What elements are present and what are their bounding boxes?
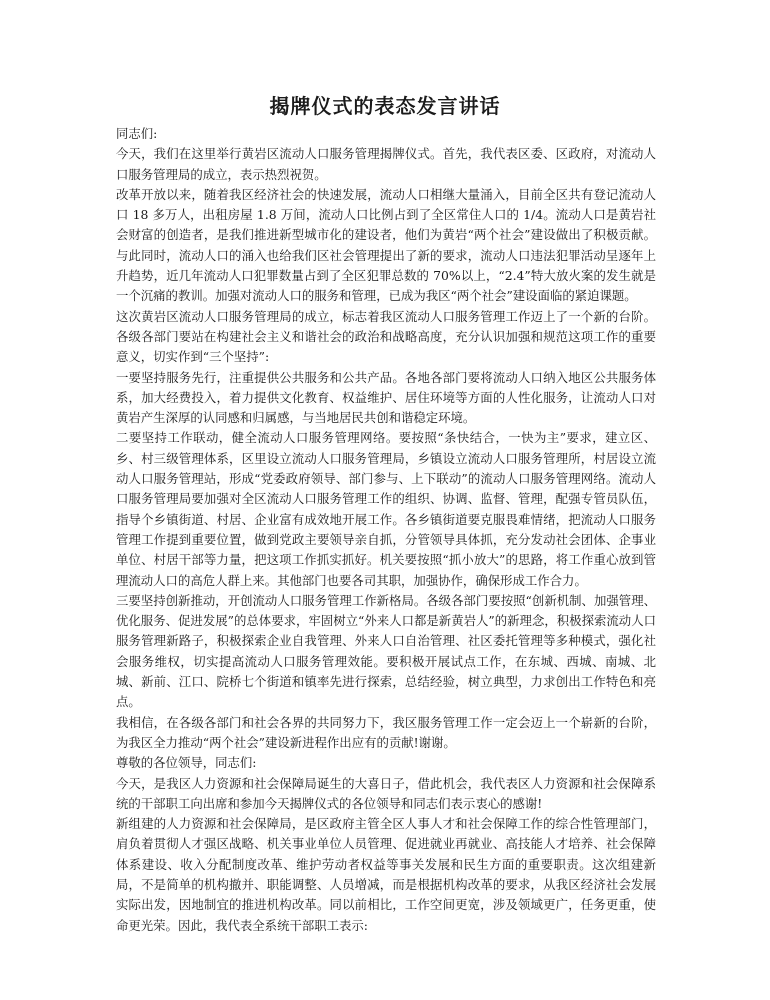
salutation: 尊敬的各位领导，同志们:	[116, 755, 257, 771]
document-body	[116, 124, 656, 936]
paragraph: 改革开放以来，随着我区经济社会的快速发展，流动人口相继大量涌入，目前全区共有登记流动人口 18 多万人，出租房屋 1.8 万间，流动人口比例占到了全区常住人口的 1/4。流动人口是黄岩社会财富的创造者，是我们推进新型城市化的建设者，他们为黄岩“两个社会”建设做出了积极贡献。与此同时，流动人口的涌入也给我们区社会管理提出了新的要求，流动人口违法犯罪活动呈逐年上升趋势，近几年流动人口犯罪数量占到了全区犯罪总数的 70%以上，“2.4”特大放火案的发生就是一个沉痛的教训。加强对流动人口的服务和管理，已成为我区“两个社会”建设面临的紧迫课题。	[116, 186, 656, 304]
paragraph: 这次黄岩区流动人口服务管理局的成立，标志着我区流动人口服务管理工作迈上了一个新的台阶。各级各部门要站在构建社会主义和谐社会的政治和战略高度，充分认识加强和规范这项工作的重要意义，切实作到“三个坚持”:	[116, 308, 656, 365]
paragraph: 我相信，在各级各部门和社会各界的共同努力下，我区服务管理工作一定会迈上一个崭新的台阶，为我区全力推动“两个社会”建设新进程作出应有的贡献!谢谢。	[116, 714, 656, 750]
page-title: 揭牌仪式的表态发言讲话	[269, 94, 501, 118]
paragraph: 三要坚持创新推动，开创流动人口服务管理工作新格局。各级各部门要按照“创新机制、加强管理、优化服务、促进发展”的总体要求，牢固树立“外来人口都是新黄岩人”的新理念，积极探索流动人口服务管理新路子，积极探索企业自我管理、外来人口自治管理、社区委托管理等多种模式，强化社会服务维权，切实提高流动人口服务管理效能。要积极开展试点工作，在东城、西城、南城、北城、新前、江口、院桥七个街道和镇率先进行探索，总结经验，树立典型，力求创出工作特色和亮点。	[116, 592, 656, 710]
paragraph: 二要坚持工作联动，健全流动人口服务管理网络。要按照“条快结合，一快为主”要求，建立区、乡、村三级管理体系，区里设立流动人口服务管理局，乡镇设立流动人口服务管理所，村居设立流动人口服务管理站，形成“党委政府领导、部门参与、上下联动”的流动人口服务管理网络。流动人口服务管理局要加强对全区流动人口服务管理工作的组织、协调、监督、管理，配强专管员队伍，指导个乡镇街道、村居、企业富有成效地开展工作。各乡镇街道要克服畏难情绪，把流动人口服务管理工作提到重要位置，做到党政主要领导亲自抓，分管领导具体抓，充分发动社会团体、企事业单位、村居干部等力量，把这项工作抓实抓好。机关要按照“抓小放大”的思路，将工作重心放到管理流动人口的高危人群上来。其他部门也要各司其职，加强协作，确保形成工作合力。	[116, 430, 656, 588]
paragraph: 新组建的人力资源和社会保障局，是区政府主管全区人事人才和社会保障工作的综合性管理部门，肩负着贯彻人才强区战略、机关事业单位人员管理、促进就业再就业、高技能人才培养、社会保障体系建设、收入分配制度改革、维护劳动者权益等事关发展和民生方面的重要职责。这次组建新局，不是简单的机构撤并、职能调整、人员增减，而是根据机构改革的要求，从我区经济社会发展实际出发，因地制宜的推进机构改革。同以前相比，工作空间更宽，涉及领域更广，任务更重，使命更光荣。因此，我代表全系统干部职工表示:	[116, 816, 656, 933]
salutation: 同志们:	[116, 126, 158, 141]
paragraph: 一要坚持服务先行，注重提供公共服务和公共产品。各地各部门要将流动人口纳入地区公共服务体系，加大经费投入，着力提供文化教育、权益维护、居住环境等方面的人性化服务，让流动人口对黄岩产生深厚的认同感和归属感，与当地居民共创和谐稳定环境。	[116, 369, 656, 426]
paragraph: 今天，我们在这里举行黄岩区流动人口服务管理揭牌仪式。首先，我代表区委、区政府，对流动人口服务管理局的成立，表示热烈祝贺。	[116, 146, 656, 182]
paragraph: 今天，是我区人力资源和社会保障局诞生的大喜日子，借此机会，我代表区人力资源和社会保障系统的干部职工向出席和参加今天揭牌仪式的各位领导和同志们表示衷心的感谢!	[116, 775, 656, 811]
